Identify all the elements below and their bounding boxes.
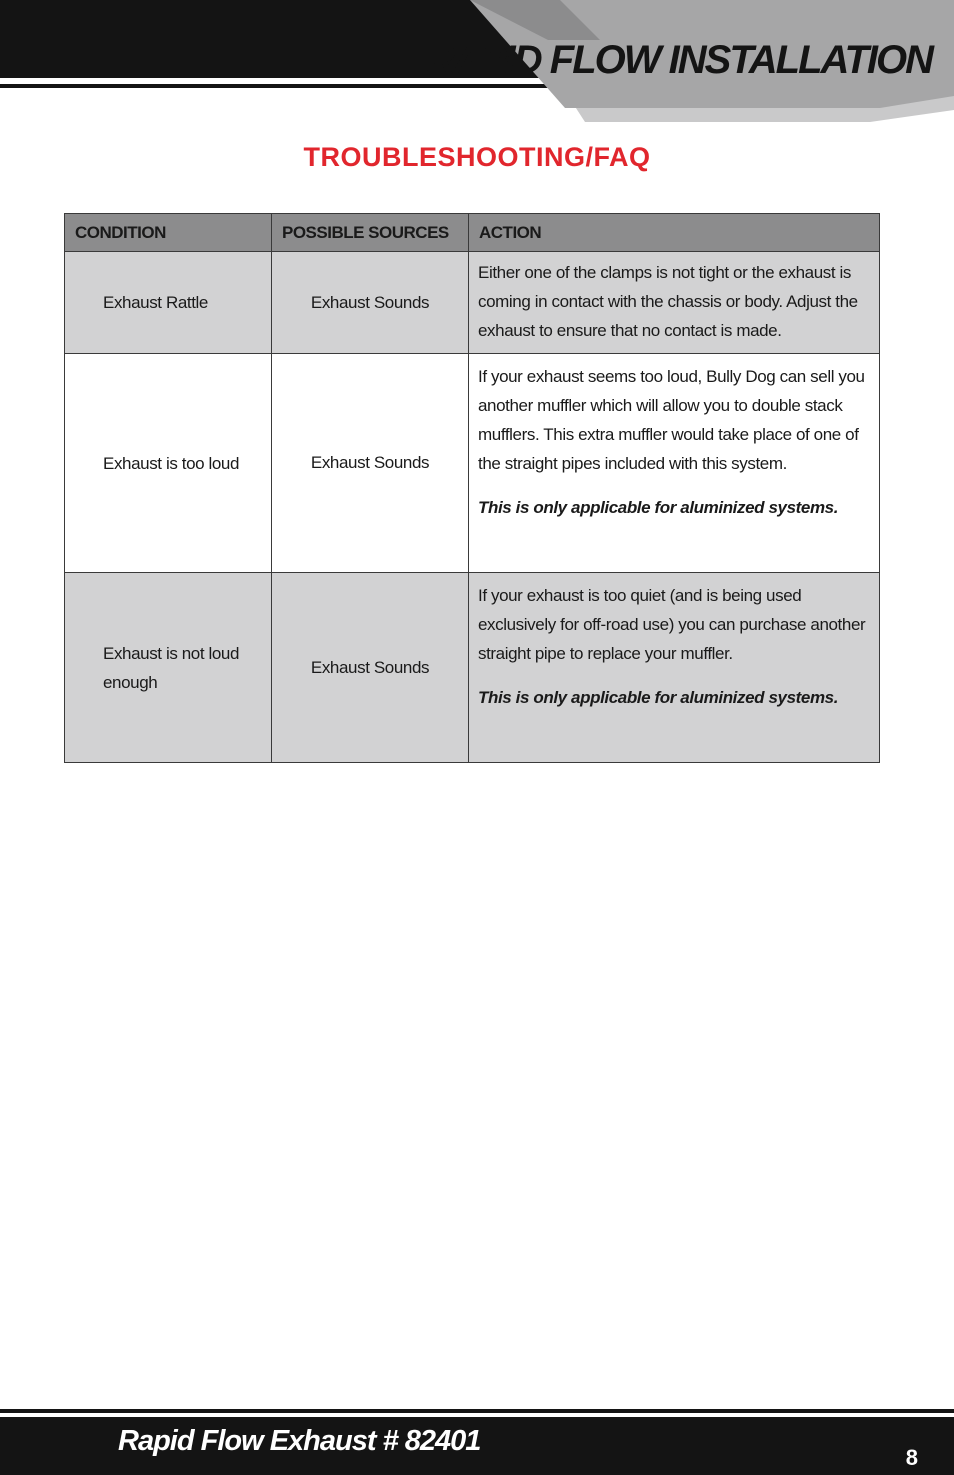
- column-header-possible-sources: POSSIBLE SOURCES: [272, 214, 469, 252]
- action-text: If your exhaust is too quiet (and is being used exclusively for off-road use) you can purchase another straight pipe to replace your muffler.: [478, 586, 866, 663]
- table-row: [65, 252, 880, 354]
- footer-rule: [0, 1409, 954, 1413]
- condition-cell: Exhaust Rattle: [65, 252, 272, 354]
- header-title: RAPID FLOW INSTALLATION: [426, 38, 932, 82]
- action-note: This is only applicable for aluminized systems.: [478, 688, 839, 707]
- table-row: [65, 354, 880, 573]
- source-cell: Exhaust Sounds: [272, 252, 469, 354]
- action-text: If your exhaust seems too loud, Bully Dog can sell you another muffler which will allow you to double stack mufflers. This extra muffler would take place of one of the straight pipes included with this system.: [478, 367, 865, 473]
- source-cell: Exhaust Sounds: [272, 354, 469, 573]
- action-cell: [469, 252, 880, 354]
- column-header-action: ACTION: [469, 214, 880, 252]
- troubleshooting-table: [64, 213, 880, 763]
- section-title: TROUBLESHOOTING/FAQ: [303, 142, 651, 172]
- column-header-condition: CONDITION: [65, 214, 272, 252]
- condition-cell: Exhaust is too loud: [65, 354, 272, 573]
- action-note: This is only applicable for aluminized systems.: [478, 498, 839, 517]
- action-text: Either one of the clamps is not tight or the exhaust is coming in contact with the chassis or body. Adjust the exhaust to ensure that no contact is made.: [478, 263, 858, 340]
- action-cell: [469, 354, 880, 573]
- action-cell: [469, 573, 880, 763]
- footer-title: Rapid Flow Exhaust # 82401: [118, 1425, 481, 1457]
- table-row: [65, 573, 880, 763]
- table-header-row: [65, 214, 880, 252]
- condition-cell: Exhaust is not loud enough: [65, 573, 272, 763]
- page-number: 8: [905, 1445, 918, 1470]
- source-cell: Exhaust Sounds: [272, 573, 469, 763]
